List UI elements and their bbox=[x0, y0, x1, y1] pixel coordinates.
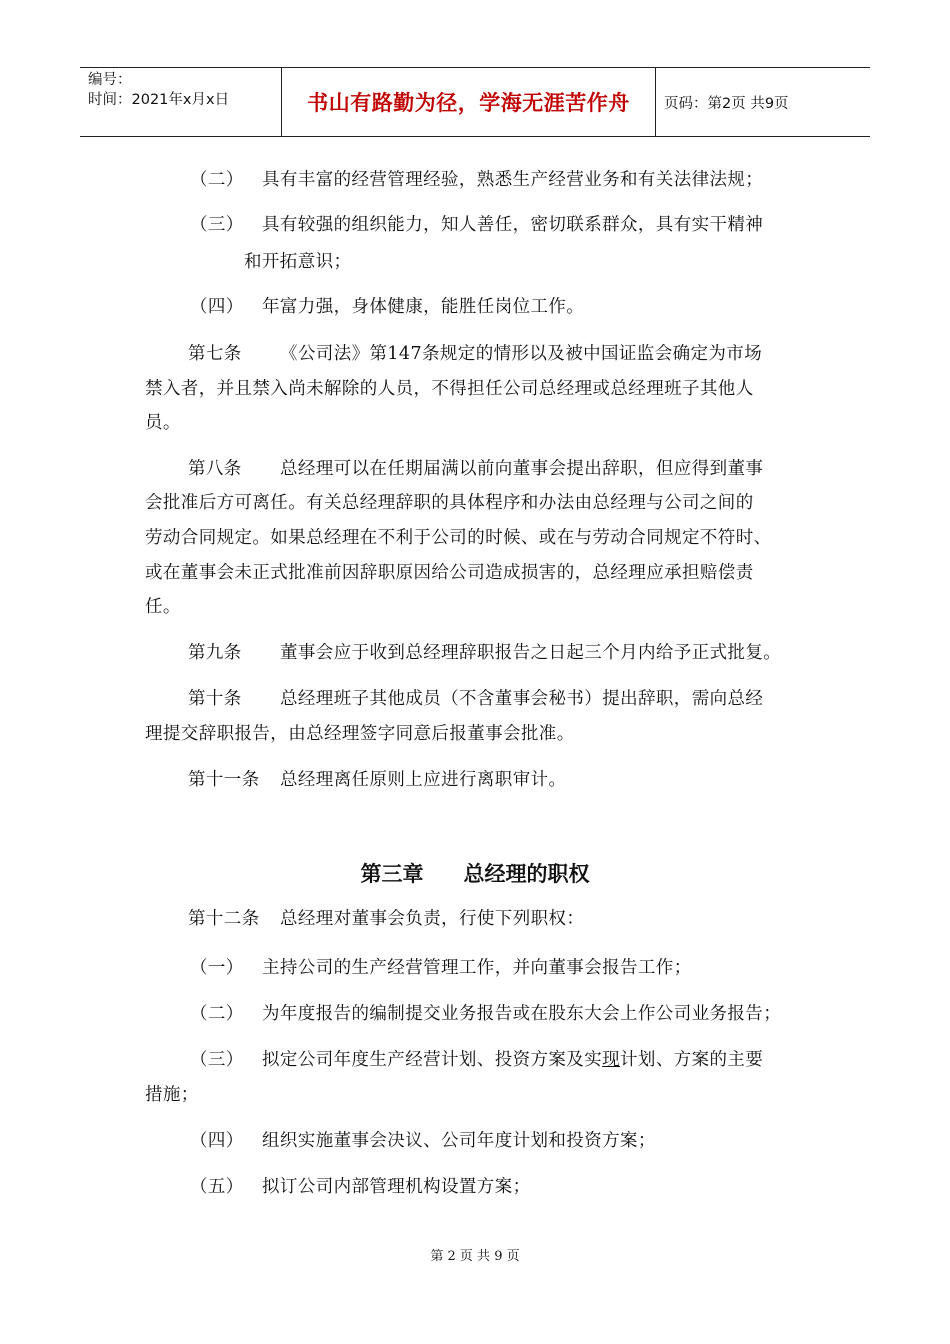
article-text: 总经理对董事会负责，行使下列职权： bbox=[280, 909, 585, 929]
item-number: （三） bbox=[190, 1050, 244, 1070]
list-item bbox=[190, 1002, 781, 1026]
item-number: （五） bbox=[190, 1177, 244, 1197]
chapter-heading bbox=[0, 858, 950, 888]
article-number: 第十一条 bbox=[188, 770, 260, 790]
list-item bbox=[190, 168, 763, 192]
list-item bbox=[190, 1048, 763, 1072]
item-number: （二） bbox=[190, 170, 244, 190]
chapter-number: 第三章 bbox=[360, 862, 424, 886]
article-text: 任。 bbox=[145, 597, 181, 617]
article-paragraph bbox=[188, 457, 763, 481]
item-text: 拟订公司内部管理机构设置方案； bbox=[262, 1177, 531, 1197]
item-number: （四） bbox=[190, 1131, 244, 1151]
item-number: （一） bbox=[190, 958, 244, 978]
article-text: 理提交辞职报告，由总经理签字同意后报董事会批准。 bbox=[145, 724, 575, 744]
item-text: 计划、方案的主要 bbox=[620, 1050, 764, 1070]
article-number: 第十条 bbox=[188, 689, 242, 709]
item-continuation: 和开拓意识； bbox=[244, 252, 352, 272]
list-item bbox=[190, 1175, 531, 1199]
article-text: 总经理可以在任期届满以前向董事会提出辞职，但应得到董事 bbox=[280, 459, 764, 479]
item-text: 年富力强，身体健康，能胜任岗位工作。 bbox=[262, 297, 585, 317]
article-number: 第七条 bbox=[188, 344, 242, 364]
article-text: 董事会应于收到总经理辞职报告之日起三个月内给予正式批复。 bbox=[280, 643, 782, 663]
article-paragraph bbox=[188, 687, 763, 711]
header-page-info: 页码：第2页 共9页 bbox=[664, 95, 789, 112]
item-text: 具有丰富的经营管理经验，熟悉生产经营业务和有关法律法规； bbox=[262, 170, 764, 190]
article-text: 员。 bbox=[145, 413, 181, 433]
item-continuation: 措施； bbox=[145, 1085, 199, 1105]
item-text: 拟定公司年度生产经营计划、投资方案及实 bbox=[262, 1050, 603, 1070]
item-text: 为年度报告的编制提交业务报告或在股东大会上作公司业务报告； bbox=[262, 1004, 782, 1024]
item-text: 组织实施董事会决议、公司年度计划和投资方案； bbox=[262, 1131, 656, 1151]
article-text: 禁入者，并且禁入尚未解除的人员，不得担任公司总经理或总经理班子其他人 bbox=[145, 379, 754, 399]
header-time-label: 时间：2021年x月x日 bbox=[88, 92, 230, 108]
underlined-text: 现 bbox=[602, 1050, 621, 1070]
page-footer: 第 2 页 共 9 页 bbox=[430, 1249, 520, 1264]
article-text: 总经理离任原则上应进行离职审计。 bbox=[280, 770, 567, 790]
article-text: 或在董事会未正式批准前因辞职原因给公司造成损害的，总经理应承担赔偿责 bbox=[145, 563, 754, 583]
header-code-label: 编号： bbox=[88, 72, 132, 88]
article-number: 第九条 bbox=[188, 643, 242, 663]
item-number: （三） bbox=[190, 215, 244, 235]
list-item bbox=[190, 956, 692, 980]
article-text: 总经理班子其他成员（不含董事会秘书）提出辞职，需向总经 bbox=[280, 689, 764, 709]
chapter-title: 总经理的职权 bbox=[463, 862, 590, 886]
header-meta bbox=[80, 68, 282, 136]
header-motto: 书山有路勤为径，学海无涯苦作舟 bbox=[282, 68, 656, 136]
article-text: 《公司法》第147条规定的情形以及被中国证监会确定为市场 bbox=[280, 344, 763, 364]
article-paragraph bbox=[188, 768, 566, 792]
article-paragraph bbox=[188, 641, 781, 665]
item-number: （四） bbox=[190, 297, 244, 317]
list-item bbox=[190, 1129, 656, 1153]
article-number: 第十二条 bbox=[188, 909, 260, 929]
item-text: 具有较强的组织能力，知人善任，密切联系群众，具有实干精神 bbox=[262, 215, 764, 235]
page-header bbox=[80, 67, 870, 137]
article-text: 会批准后方可离任。有关总经理辞职的具体程序和办法由总经理与公司之间的 bbox=[145, 493, 754, 513]
article-paragraph bbox=[188, 342, 762, 366]
item-number: （二） bbox=[190, 1004, 244, 1024]
list-item bbox=[190, 213, 763, 237]
list-item bbox=[190, 295, 584, 319]
article-number: 第八条 bbox=[188, 459, 242, 479]
article-text: 劳动合同规定。如果总经理在不利于公司的时候、或在与劳动合同规定不符时、 bbox=[145, 528, 772, 548]
article-paragraph bbox=[188, 907, 584, 931]
item-text: 主持公司的生产经营管理工作，并向董事会报告工作； bbox=[262, 958, 692, 978]
